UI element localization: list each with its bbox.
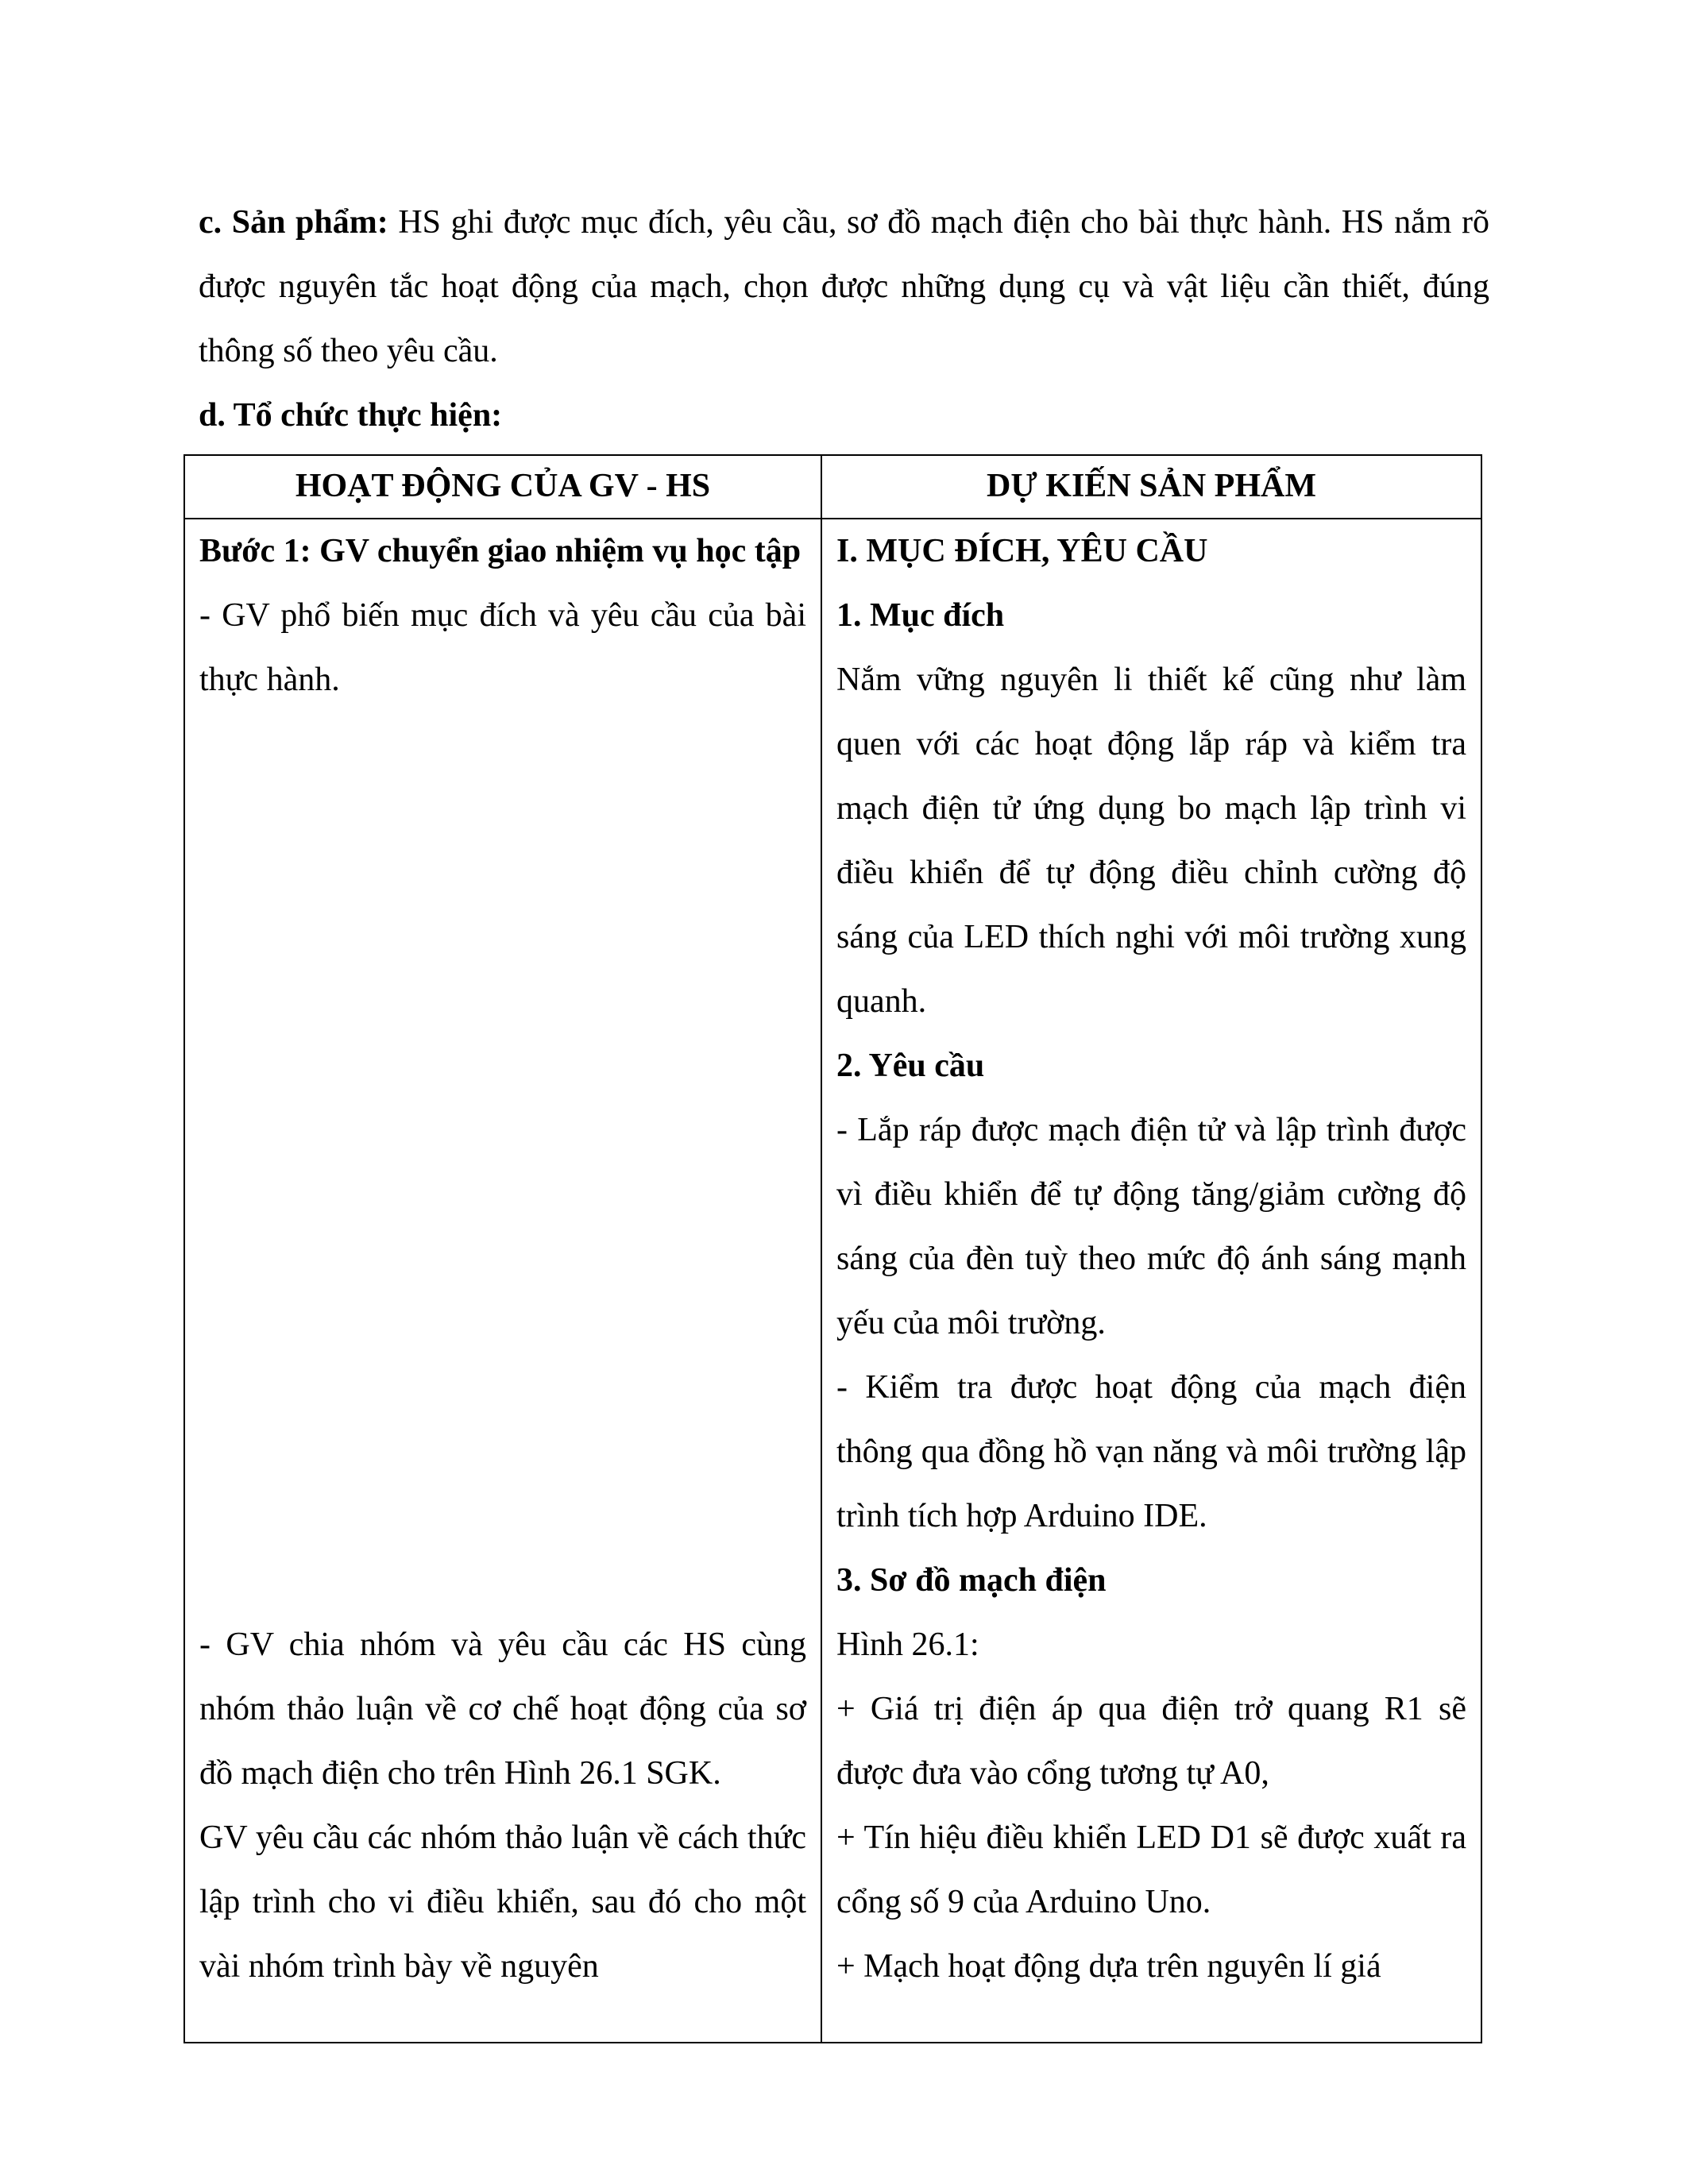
- diagram-text-3: + Mạch hoạt động dựa trên nguyên lí giá: [836, 1948, 1381, 1985]
- requirement-text-2: - Kiểm tra được hoạt động của mạch điện thông qua đồng hồ vạn năng và môi trường lập trình tích hợp Arduino IDE.: [836, 1369, 1466, 1534]
- organization-heading: [199, 384, 1489, 448]
- header-expected-product: DỰ KIẾN SẢN PHẨM: [821, 455, 1481, 519]
- product-paragraph: [199, 191, 1489, 384]
- header-teacher-student-activity: HOẠT ĐỘNG CỦA GV - HS: [184, 455, 821, 519]
- discuss-text: GV yêu cầu các nhóm thảo luận về cách thức lập trình cho vi điều khiển, sau đó cho một vài nhóm trình bày về nguyên: [199, 1819, 806, 1985]
- step1-title: Bước 1: GV chuyển giao nhiệm vụ học tập: [199, 533, 802, 569]
- table-header-row: [184, 455, 1481, 519]
- product-text: HS ghi được mục đích, yêu cầu, sơ đồ mạch điện cho bài thực hành. HS nắm rõ được nguyên tắc hoạt động của mạch, chọn được những dụng cụ và vật liệu cần thiết, đúng thông số theo yêu cầu.: [199, 204, 1489, 369]
- purpose-title: 1. Mục đích: [836, 597, 1005, 634]
- diagram-text-2: + Tín hiệu điều khiển LED D1 sẽ được xuất ra cổng số 9 của Arduino Uno.: [836, 1819, 1466, 1920]
- right-cell-products: [821, 519, 1481, 2043]
- requirement-text-1: - Lắp ráp được mạch điện tử và lập trình được vì điều khiển để tự động tăng/giảm cường độ sáng của đèn tuỳ theo mức độ ánh sáng mạnh yếu của môi trường.: [836, 1112, 1466, 1341]
- left-cell-activities: [184, 519, 821, 2043]
- purpose-text: Nắm vững nguyên li thiết kế cũng như làm quen với các hoạt động lắp ráp và kiểm tra mạch điện tử ứng dụng bo mạch lập trình vi điều khiển để tự động điều chỉnh cường độ sáng của LED thích nghi với môi trường xung quanh.: [836, 662, 1466, 1020]
- diagram-text-1: + Giá trị điện áp qua điện trở quang R1 sẽ được đưa vào cổng tương tự A0,: [836, 1691, 1466, 1792]
- section-title: I. MỤC ĐÍCH, YÊU CẦU: [836, 533, 1208, 569]
- requirement-title: 2. Yêu cầu: [836, 1048, 985, 1084]
- group-text: - GV chia nhóm và yêu cầu các HS cùng nhóm thảo luận về cơ chế hoạt động của sơ đồ mạch điện cho trên Hình 26.1 SGK.: [199, 1626, 806, 1792]
- step1-text: - GV phổ biến mục đích và yêu cầu của bài thực hành.: [199, 597, 806, 698]
- left-cell-gap: [199, 712, 806, 1613]
- diagram-title: 3. Sơ đồ mạch điện: [836, 1562, 1107, 1599]
- table-row: [184, 519, 1481, 2043]
- diagram-figure-ref: Hình 26.1:: [836, 1626, 979, 1663]
- organization-label: d. Tổ chức thực hiện:: [199, 397, 503, 434]
- activity-table: [183, 454, 1482, 2043]
- product-label: c. Sản phẩm:: [199, 204, 388, 241]
